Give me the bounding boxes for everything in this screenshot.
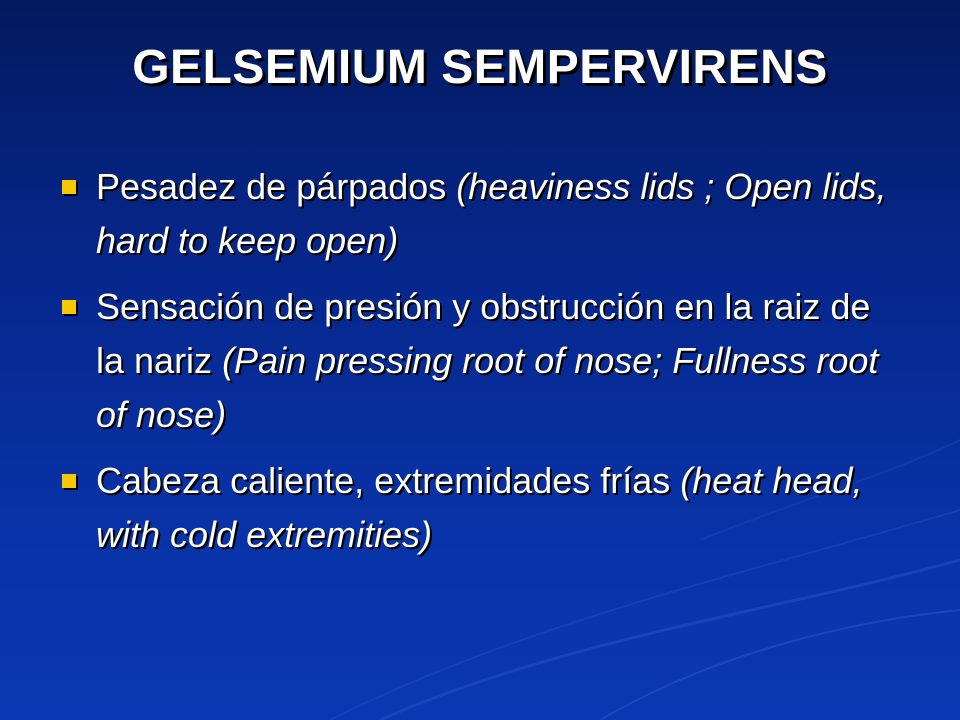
- bullet-item: [60, 454, 900, 562]
- bullet-text: Sensación de presión y obstrucción en la raiz de la nariz: [96, 286, 871, 381]
- square-bullet-icon: [62, 474, 76, 488]
- slide-title: GELSEMIUM SEMPERVIRENS: [132, 41, 828, 94]
- bullet-text: Pesadez de párpados: [96, 166, 457, 207]
- bullet-list: [60, 160, 900, 574]
- bullet-translation: (Pain pressing root of nose; Fullness root of nose): [96, 340, 879, 435]
- bullet-translation: (heat head, with cold extremities): [96, 460, 863, 555]
- bullet-item: [60, 280, 900, 442]
- square-bullet-icon: [62, 180, 76, 194]
- bullet-item: [60, 160, 900, 268]
- bullet-text: Cabeza caliente, extremidades frías: [96, 460, 681, 501]
- square-bullet-icon: [62, 300, 76, 314]
- bullet-translation: (heaviness lids ; Open lids, hard to keep open): [96, 166, 887, 261]
